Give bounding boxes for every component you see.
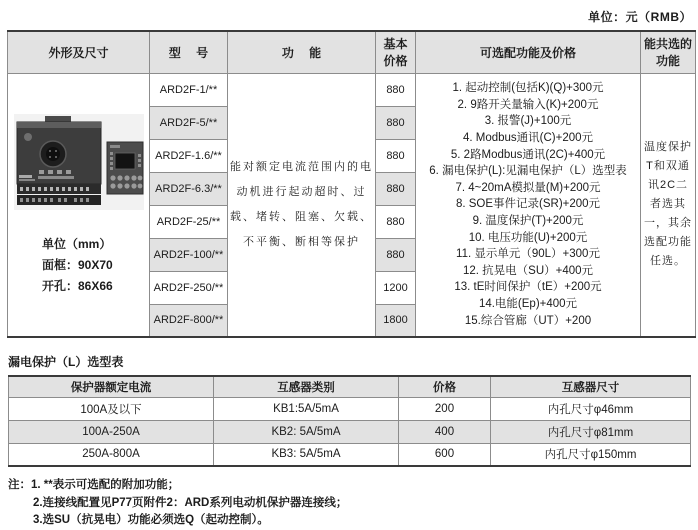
transformer-type-cell: KB3: 5A/5mA xyxy=(214,443,399,466)
price-cell: 880 xyxy=(376,172,416,205)
note-line xyxy=(8,477,698,495)
price-cell: 880 xyxy=(376,139,416,172)
dimension-frame: 面框：90X70 xyxy=(42,258,113,273)
model-cell: ARD2F-1/** xyxy=(150,73,228,106)
leak-col-price: 价格 xyxy=(399,376,491,397)
rated-current-cell: 100A-250A xyxy=(9,420,214,443)
col-header-base-price: 基本价格 xyxy=(376,31,416,73)
model-cell: ARD2F-25/** xyxy=(150,205,228,238)
leak-col-rated-current: 保护器额定电流 xyxy=(9,376,214,397)
model-cell: ARD2F-250/** xyxy=(150,271,228,304)
table-row xyxy=(9,397,691,420)
table-row xyxy=(9,420,691,443)
table-row xyxy=(9,443,691,466)
price-cell: 600 xyxy=(399,443,491,466)
optional-functions-cell xyxy=(416,73,641,337)
model-cell: ARD2F-1.6/** xyxy=(150,139,228,172)
price-cell: 880 xyxy=(376,205,416,238)
dimension-cutout: 开孔：86X66 xyxy=(42,279,113,294)
model-cell: ARD2F-5/** xyxy=(150,106,228,139)
optional-item: 6. 漏电保护(L):见漏电保护（L）选型表 xyxy=(429,165,627,178)
optional-item: 14.电能(Ep)+400元 xyxy=(478,298,578,311)
optional-item: 10. 电压功能(U)+200元 xyxy=(468,231,588,244)
note-text: 3.选SU（抗晃电）功能必须选Q（起动控制）。 xyxy=(33,514,269,526)
optional-item: 4. Modbus通讯(C)+200元 xyxy=(462,132,594,145)
transformer-size-cell: 内孔尺寸φ150mm xyxy=(491,443,691,466)
header-row xyxy=(9,376,691,397)
price-cell: 1200 xyxy=(376,271,416,304)
col-header-co-select: 能共选的功能 xyxy=(641,31,696,73)
price-cell: 200 xyxy=(399,397,491,420)
note-prefix: 注： xyxy=(8,479,31,491)
model-cell: ARD2F-100/** xyxy=(150,238,228,271)
transformer-size-cell: 内孔尺寸φ81mm xyxy=(491,420,691,443)
dimension-unit: 单位（mm） xyxy=(42,237,112,252)
col-header-appearance: 外形及尺寸 xyxy=(8,31,150,73)
unit-note: 单位：元（RMB） xyxy=(588,10,692,24)
col-header-model: 型 号 xyxy=(150,31,228,73)
leakage-table-title: 漏电保护（L）选型表 xyxy=(8,355,124,369)
table-row xyxy=(8,73,696,106)
transformer-size-cell: 内孔尺寸φ46mm xyxy=(491,397,691,420)
appearance-cell xyxy=(8,73,150,337)
optional-item: 11. 显示单元（90L）+300元 xyxy=(456,248,600,261)
product-photo xyxy=(14,114,144,210)
price-cell: 1800 xyxy=(376,304,416,337)
leak-col-transformer-type: 互感器类别 xyxy=(214,376,399,397)
optional-item: 12. 抗晃电（SU）+400元 xyxy=(462,264,594,277)
co-select-cell: 温度保护T和双通讯2C二者选其一，其余选配功能任选。 xyxy=(641,73,696,337)
note-line xyxy=(8,495,698,513)
col-header-function: 功 能 xyxy=(228,31,376,73)
price-cell: 880 xyxy=(376,73,416,106)
model-cell: ARD2F-6.3/** xyxy=(150,172,228,205)
function-cell: 能对额定电流范围内的电动机进行起动超时、过载、堵转、阻塞、欠载、不平衡、断相等保护 xyxy=(228,73,376,337)
leak-col-transformer-size: 互感器尺寸 xyxy=(491,376,691,397)
price-cell: 880 xyxy=(376,238,416,271)
optional-item: 2. 9路开关量输入(K)+200元 xyxy=(457,98,599,111)
price-cell: 400 xyxy=(399,420,491,443)
rated-current-cell: 100A及以下 xyxy=(9,397,214,420)
optional-item: 3. 报警(J)+100元 xyxy=(484,115,572,128)
optional-item: 5. 2路Modbus通讯(2C)+400元 xyxy=(450,148,606,161)
optional-item: 9. 温度保护(T)+200元 xyxy=(472,215,584,228)
transformer-type-cell: KB2: 5A/5mA xyxy=(214,420,399,443)
optional-item: 8. SOE事件记录(SR)+200元 xyxy=(455,198,601,211)
optional-item: 7. 4~20mA模拟量(M)+200元 xyxy=(455,181,601,194)
note-text: 1. **表示可选配的附加功能； xyxy=(31,479,180,491)
rated-current-cell: 250A-800A xyxy=(9,443,214,466)
note-line xyxy=(8,512,698,530)
header-row xyxy=(8,31,696,73)
price-cell: 880 xyxy=(376,106,416,139)
note-text: 2.连接线配置见P77页附件2：ARD系列电动机保护器连接线； xyxy=(33,496,348,509)
leakage-selection-table xyxy=(8,375,691,467)
optional-item: 15.综合管廊（UT）+200 xyxy=(464,314,592,327)
model-cell: ARD2F-800/** xyxy=(150,304,228,337)
transformer-type-cell: KB1:5A/5mA xyxy=(214,397,399,420)
product-price-table xyxy=(7,30,696,338)
footnotes xyxy=(8,477,698,530)
optional-item: 1. 起动控制(包括K)(Q)+300元 xyxy=(452,82,604,95)
dimension-block xyxy=(42,234,147,297)
col-header-optional: 可选配功能及价格 xyxy=(416,31,641,73)
optional-item: 13. tE时间保护（tE）+200元 xyxy=(454,281,602,294)
